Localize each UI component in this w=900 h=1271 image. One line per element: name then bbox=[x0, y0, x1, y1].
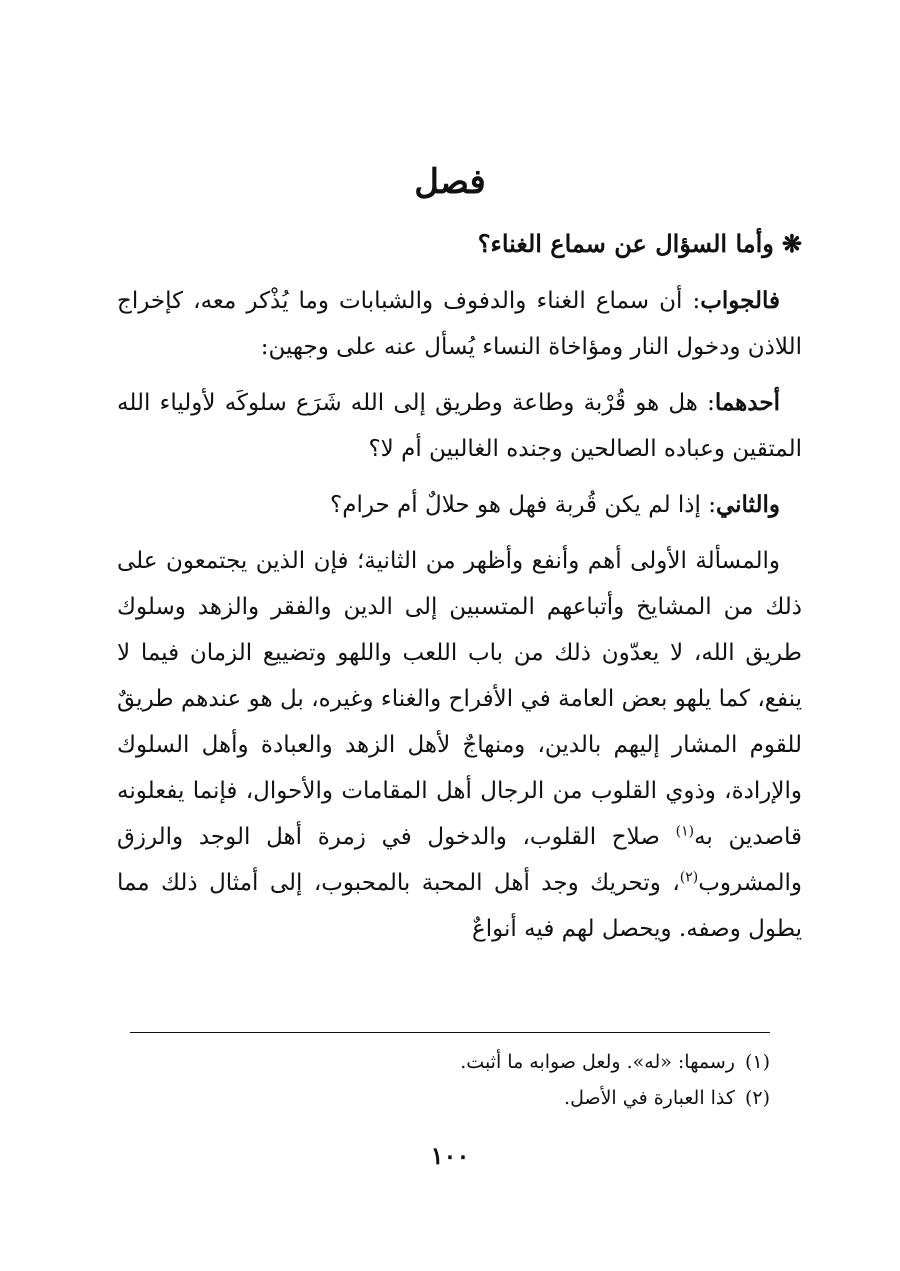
paragraph-first bbox=[117, 380, 802, 472]
footnote-text: كذا العبارة في الأصل. bbox=[564, 1087, 735, 1109]
paragraph-text: صلاح القلوب، والدخول في زمرة أهل الوجد والرزق والمشروب bbox=[117, 824, 802, 896]
footnote-ref: (١) bbox=[675, 823, 695, 840]
paragraph-answer bbox=[117, 278, 802, 370]
asterism-icon: ❋ bbox=[781, 229, 802, 258]
paragraph-lead: والثاني bbox=[715, 491, 780, 518]
paragraph-discussion bbox=[117, 538, 802, 952]
paragraph-text: : إذا لم يكن قُربة فهل هو حلالٌ أم حرام؟ bbox=[330, 492, 716, 518]
section-title: فصل bbox=[414, 162, 486, 202]
paragraph-text: والمسألة الأولى أهم وأنفع وأظهر من الثانية؛ فإن الذين يجتمعون على ذلك من المشايخ وأتباعهم المتسبين إلى الدين والفقر والزهد وسلوك طريق الله، لا يعدّون ذلك من باب اللعب واللهو وتضييع الزمان فيما لا ينفع، كما يلهو بعض العامة في الأفراح والغناء وغيره، بل هو عندهم طريقٌ للقوم المشار إليهم بالدين، ومنهاجٌ لأهل الزهد والعبادة وأهل السلوك والإرادة، وذوي القلوب من الرجال أهل المقامات والأحوال، فإنما يفعلونه قاصدين به bbox=[117, 548, 802, 850]
footnote-number: (٢) bbox=[744, 1087, 770, 1109]
footnote-item bbox=[130, 1080, 770, 1116]
paragraph-text: ، وتحريك وجد أهل المحبة بالمحبوب، إلى أمثال ذلك مما يطول وصفه. ويحصل لهم فيه أنواعٌ bbox=[117, 870, 802, 942]
question-heading bbox=[102, 222, 802, 266]
footnote-number: (١) bbox=[744, 1051, 770, 1073]
paragraph-lead: فالجواب bbox=[700, 287, 780, 314]
paragraph-text: : هل هو قُرْبة وطاعة وطريق إلى الله شَرَع سلوكَه لأولياء الله المتقين وعباده الصالحين وجنده الغالبين أم لا؟ bbox=[117, 390, 802, 462]
footnote-item bbox=[130, 1044, 770, 1080]
footnote-divider bbox=[130, 1032, 770, 1033]
footnotes bbox=[130, 1044, 770, 1116]
footnote-text: رسمها: «له». ولعل صوابه ما أثبت. bbox=[460, 1051, 735, 1073]
paragraph-second bbox=[117, 482, 802, 528]
footnote-ref: (٢) bbox=[679, 869, 699, 886]
paragraph-text: : أن سماع الغناء والدفوف والشبابات وما يُذْكر معه، كإخراج اللاذن ودخول النار ومؤاخاة النساء يُسأل عنه على وجهين: bbox=[117, 288, 802, 360]
body-text bbox=[117, 278, 802, 962]
paragraph-lead: أحدهما bbox=[714, 389, 780, 416]
page-number: ١٠٠ bbox=[430, 1141, 470, 1170]
question-text: وأما السؤال عن سماع الغناء؟ bbox=[477, 229, 774, 258]
